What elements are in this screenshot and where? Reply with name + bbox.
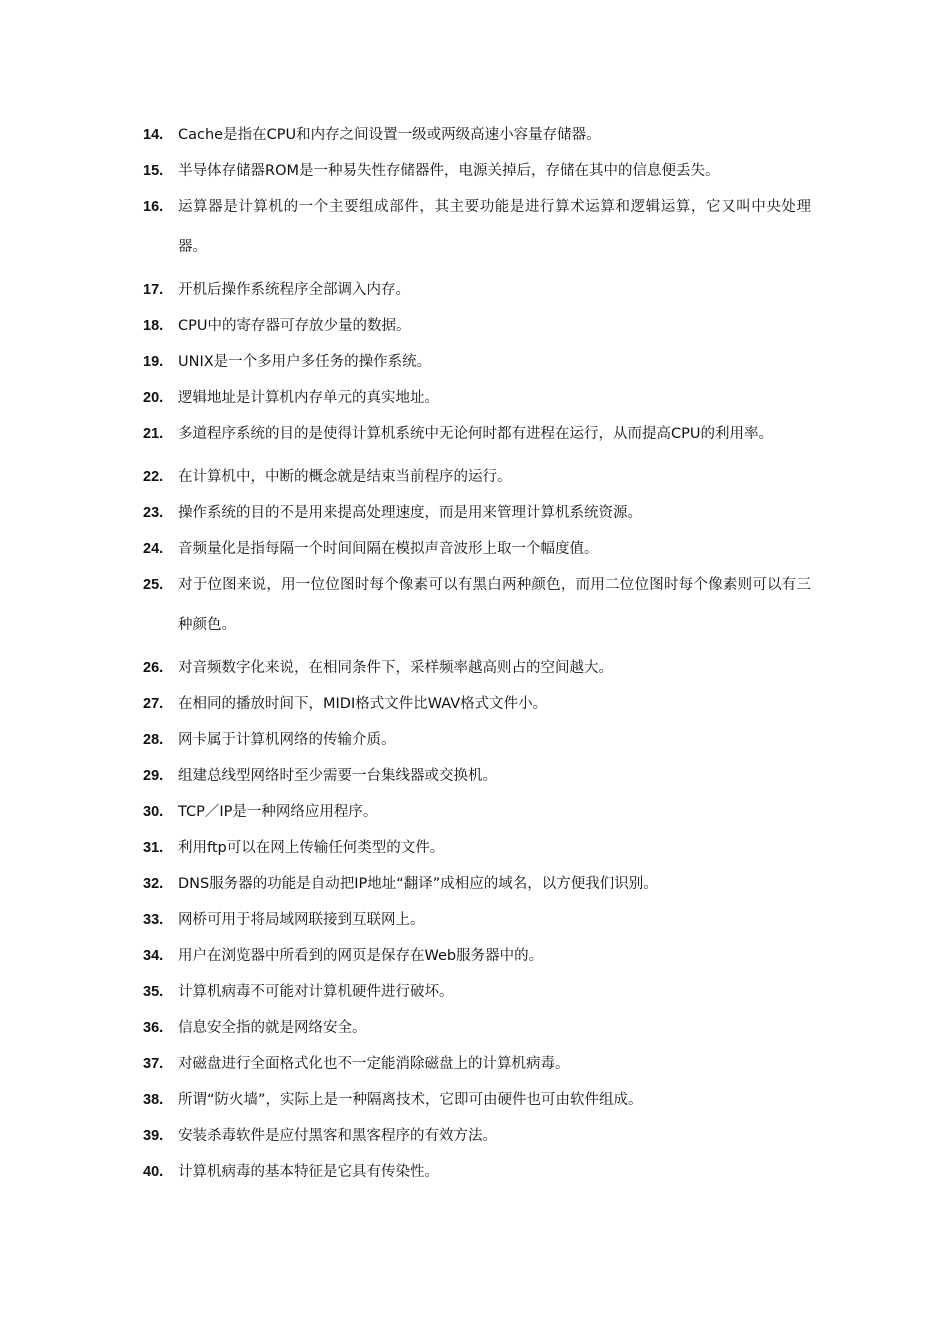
question-item	[143, 279, 811, 301]
question-item	[143, 1053, 811, 1075]
question-number: 37.	[143, 1056, 164, 1072]
question-number: 26.	[143, 660, 164, 676]
question-number: 31.	[143, 840, 164, 856]
question-text: 计算机病毒不可能对计算机硬件进行破坏。	[178, 984, 454, 1000]
question-number: 17.	[143, 282, 164, 298]
question-item	[143, 196, 811, 267]
question-item	[143, 693, 811, 715]
question-text: 运算器是计算机的一个主要组成部件，其主要功能是进行算术运算和逻辑运算，它又叫中央处理器。	[178, 199, 811, 255]
question-item	[143, 124, 811, 146]
question-item	[143, 1017, 811, 1039]
question-number: 34.	[143, 948, 164, 964]
question-text: 对于位图来说，用一位位图时每个像素可以有黑白两种颜色，而用二位位图时每个像素则可以有三种颜色。	[178, 577, 811, 633]
question-item	[143, 873, 811, 895]
question-text: 网卡属于计算机网络的传输介质。	[178, 732, 396, 748]
question-list	[143, 124, 811, 1197]
question-number: 35.	[143, 984, 164, 1000]
question-item	[143, 315, 811, 337]
question-number: 14.	[143, 127, 164, 143]
question-item	[143, 1161, 811, 1183]
question-text: 开机后操作系统程序全部调入内存。	[178, 282, 410, 298]
question-item	[143, 574, 811, 645]
question-text: 用户在浏览器中所看到的网页是保存在Web服务器中的。	[178, 948, 544, 964]
question-text: 逻辑地址是计算机内存单元的真实地址。	[178, 390, 439, 406]
question-item	[143, 729, 811, 751]
question-text: 利用ftp可以在网上传输任何类型的文件。	[178, 840, 445, 856]
question-item	[143, 466, 811, 488]
question-item	[143, 502, 811, 524]
question-number: 22.	[143, 469, 164, 485]
question-number: 15.	[143, 163, 164, 179]
question-text: 半导体存储器ROM是一种易失性存储器件，电源关掉后，存储在其中的信息便丢失。	[178, 163, 720, 179]
question-item	[143, 1089, 811, 1111]
question-text: 对音频数字化来说，在相同条件下，采样频率越高则占的空间越大。	[178, 660, 613, 676]
question-number: 27.	[143, 696, 164, 712]
question-item	[143, 657, 811, 679]
question-number: 21.	[143, 426, 164, 442]
question-number: 33.	[143, 912, 164, 928]
question-number: 28.	[143, 732, 164, 748]
question-item	[143, 538, 811, 560]
question-number: 40.	[143, 1164, 164, 1180]
question-text: 网桥可用于将局域网联接到互联网上。	[178, 912, 425, 928]
question-text: TCP／IP是一种网络应用程序。	[178, 804, 378, 820]
question-item	[143, 160, 811, 182]
question-number: 18.	[143, 318, 164, 334]
question-item	[143, 765, 811, 787]
question-number: 29.	[143, 768, 164, 784]
question-text: CPU中的寄存器可存放少量的数据。	[178, 318, 411, 334]
question-item	[143, 423, 811, 454]
question-item	[143, 387, 811, 409]
question-number: 23.	[143, 505, 164, 521]
question-number: 32.	[143, 876, 164, 892]
question-text: 操作系统的目的不是用来提高处理速度，而是用来管理计算机系统资源。	[178, 505, 642, 521]
question-item	[143, 351, 811, 373]
question-text: 组建总线型网络时至少需要一台集线器或交换机。	[178, 768, 497, 784]
question-text: 信息安全指的就是网络安全。	[178, 1020, 367, 1036]
question-number: 39.	[143, 1128, 164, 1144]
question-number: 38.	[143, 1092, 164, 1108]
question-text: 在计算机中，中断的概念就是结束当前程序的运行。	[178, 469, 512, 485]
question-text: 多道程序系统的目的是使得计算机系统中无论何时都有进程在运行，从而提高CPU的利用率。	[178, 426, 773, 442]
question-number: 16.	[143, 199, 164, 215]
question-text: 对磁盘进行全面格式化也不一定能消除磁盘上的计算机病毒。	[178, 1056, 570, 1072]
question-text: 音频量化是指每隔一个时间间隔在模拟声音波形上取一个幅度值。	[178, 541, 599, 557]
question-number: 36.	[143, 1020, 164, 1036]
question-text: UNIX是一个多用户多任务的操作系统。	[178, 354, 432, 370]
question-item	[143, 981, 811, 1003]
question-number: 25.	[143, 577, 164, 593]
question-text: 安装杀毒软件是应付黑客和黑客程序的有效方法。	[178, 1128, 497, 1144]
question-text: 计算机病毒的基本特征是它具有传染性。	[178, 1164, 439, 1180]
question-item	[143, 1125, 811, 1147]
question-item	[143, 801, 811, 823]
question-item	[143, 837, 811, 859]
question-item	[143, 909, 811, 931]
question-text: Cache是指在CPU和内存之间设置一级或两级高速小容量存储器。	[178, 127, 601, 143]
question-number: 30.	[143, 804, 164, 820]
question-number: 19.	[143, 354, 164, 370]
question-text: 所谓“防火墙”，实际上是一种隔离技术，它即可由硬件也可由软件组成。	[178, 1092, 643, 1108]
question-item	[143, 945, 811, 967]
question-number: 24.	[143, 541, 164, 557]
question-number: 20.	[143, 390, 164, 406]
question-text: 在相同的播放时间下，MIDI格式文件比WAV格式文件小。	[178, 696, 548, 712]
question-text: DNS服务器的功能是自动把IP地址“翻译”成相应的域名，以方便我们识别。	[178, 876, 658, 892]
